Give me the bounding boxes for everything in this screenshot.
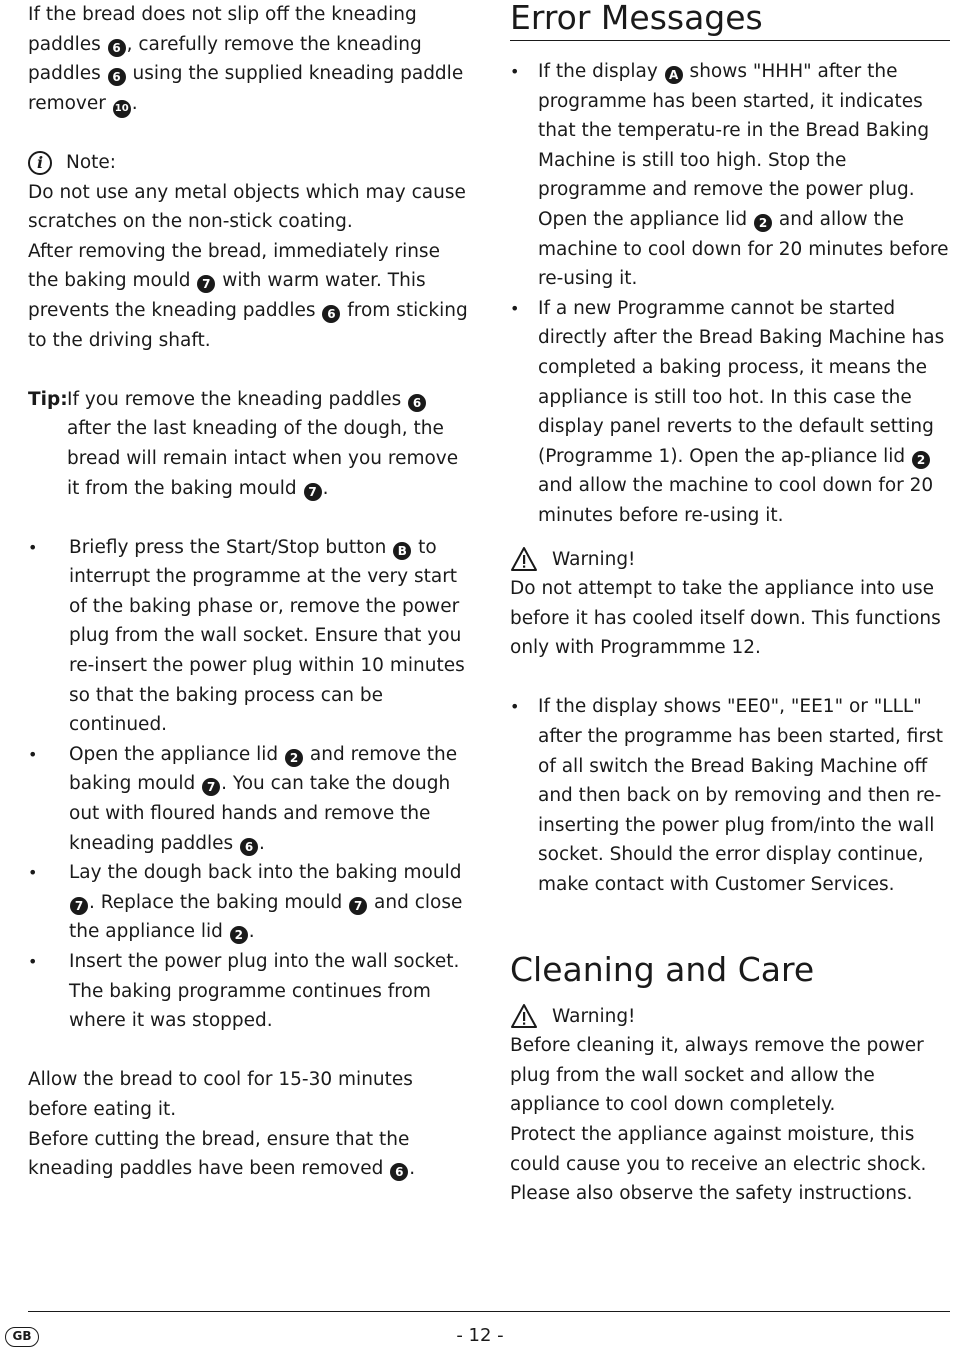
list-item: • If the display shows "EE0", "EE1" or "LLL" after the programme has been started, first of all switch the Bread Baking Machine off and then back on by removing and then re-inserting the power plug from/into the wall socket. Should the error display continue, make contact with Customer Services. xyxy=(510,692,950,899)
error-messages-heading: Error Messages xyxy=(510,0,763,37)
list-item: • Lay the dough back into the baking mould 7 . Replace the baking mould 7 and close the appliance lid 2 . xyxy=(28,858,474,947)
button-letter-badge: B xyxy=(393,542,411,560)
part-number-badge: 6 xyxy=(240,838,258,856)
cleaning-heading: Cleaning and Care xyxy=(510,949,815,989)
list-item: • Open the appliance lid 2 and remove the baking mould 7 . You can take the dough out with floured hands and remove the kneading paddles 6 . xyxy=(28,740,474,858)
procedure-list xyxy=(28,533,474,1036)
warning-icon xyxy=(510,546,538,572)
part-number-badge: 7 xyxy=(304,483,322,501)
part-number-badge: 6 xyxy=(108,39,126,57)
error-list xyxy=(510,57,950,531)
part-number-badge: 2 xyxy=(754,214,772,232)
warning-text: Do not attempt to take the appliance into use before it has cooled itself down. This functions only with Programmme 12. xyxy=(510,578,941,659)
part-number-badge: 7 xyxy=(202,778,220,796)
part-number-badge: 6 xyxy=(108,68,126,86)
part-number-badge: 2 xyxy=(230,926,248,944)
cooling-text: Allow the bread to cool for 15-30 minutes before eating it. xyxy=(28,1069,413,1120)
part-number-badge: 7 xyxy=(349,897,367,915)
part-number-badge: 6 xyxy=(322,305,340,323)
note-heading xyxy=(28,148,474,178)
note-text-1: Do not use any metal objects which may cause scratches on the non-stick coating. xyxy=(28,181,466,233)
warning-title: Warning! xyxy=(552,548,636,570)
note-title: Note: xyxy=(66,151,117,173)
part-number-badge: 2 xyxy=(912,451,930,469)
list-item: • If the display A shows "HHH" after the programme has been started, it indicates that the temperatu-re in the Bread Baking Machine is still too high. Stop the programme and remove the power plug. Open the appliance lid 2 and allow the machine to cool down for 20 minutes before re-using it. xyxy=(510,57,950,294)
part-number-badge: 2 xyxy=(285,749,303,767)
error-list-2 xyxy=(510,692,950,899)
language-badge: GB xyxy=(5,1327,39,1347)
error-section-header xyxy=(510,0,950,41)
cleaning-text-2: Protect the appliance against moisture, this could cause you to receive an electric shock. xyxy=(510,1124,927,1175)
page-number: - 12 - xyxy=(456,1325,504,1346)
warning-icon xyxy=(510,1003,538,1029)
intro-paragraph: If the bread does not slip off the kneading paddles 6 , carefully remove the kneading paddles 6 using the supplied kneading paddle remover 10 . xyxy=(28,0,474,118)
info-icon: i xyxy=(28,151,52,175)
warning-heading xyxy=(510,1002,950,1032)
note-text-2: After removing the bread, immediately rinse the baking mould 7 with warm water. This prevents the kneading paddles 6 from sticking to the driving shaft. xyxy=(28,240,468,351)
list-item: • Briefly press the Start/Stop button B to interrupt the programme at the very start of the baking phase or, remove the power plug from the wall socket. Ensure that you re-insert the power plug within 10 minutes so that the baking process can be continued. xyxy=(28,533,474,740)
cutting-text: Before cutting the bread, ensure that the kneading paddles have been removed 6 . xyxy=(28,1128,416,1180)
part-number-badge: 7 xyxy=(197,275,215,293)
part-number-badge: 7 xyxy=(70,897,88,915)
warning-title: Warning! xyxy=(552,1005,636,1027)
list-item: • If a new Programme cannot be started directly after the Bread Baking Machine has completed a baking process, it means the appliance is still too hot. In this case the display panel reverts to the default setting (Programme 1). Open the ap-pliance lid 2 and allow the machine to cool down for 20 minutes before re-using it. xyxy=(510,294,950,531)
tip-block xyxy=(28,385,474,503)
display-letter-badge: A xyxy=(665,66,683,84)
list-item: • Insert the power plug into the wall socket. The baking programme continues from where it was stopped. xyxy=(28,947,474,1036)
part-number-badge: 10 xyxy=(113,100,131,118)
tip-text: If you remove the kneading paddles 6 after the last kneading of the dough, the bread will remain intact when you remove it from the baking mould 7 . xyxy=(67,388,459,499)
footer-divider xyxy=(28,1311,950,1312)
cleaning-text-1: Before cleaning it, always remove the power plug from the wall socket and allow the appliance to cool down completely. xyxy=(510,1035,924,1116)
part-number-badge: 6 xyxy=(408,394,426,412)
cleaning-text-3: Please also observe the safety instructions. xyxy=(510,1183,913,1205)
warning-heading xyxy=(510,545,950,575)
part-number-badge: 6 xyxy=(390,1163,408,1181)
left-column xyxy=(28,0,474,1184)
tip-label: Tip: xyxy=(28,388,68,410)
right-column xyxy=(510,0,950,1209)
